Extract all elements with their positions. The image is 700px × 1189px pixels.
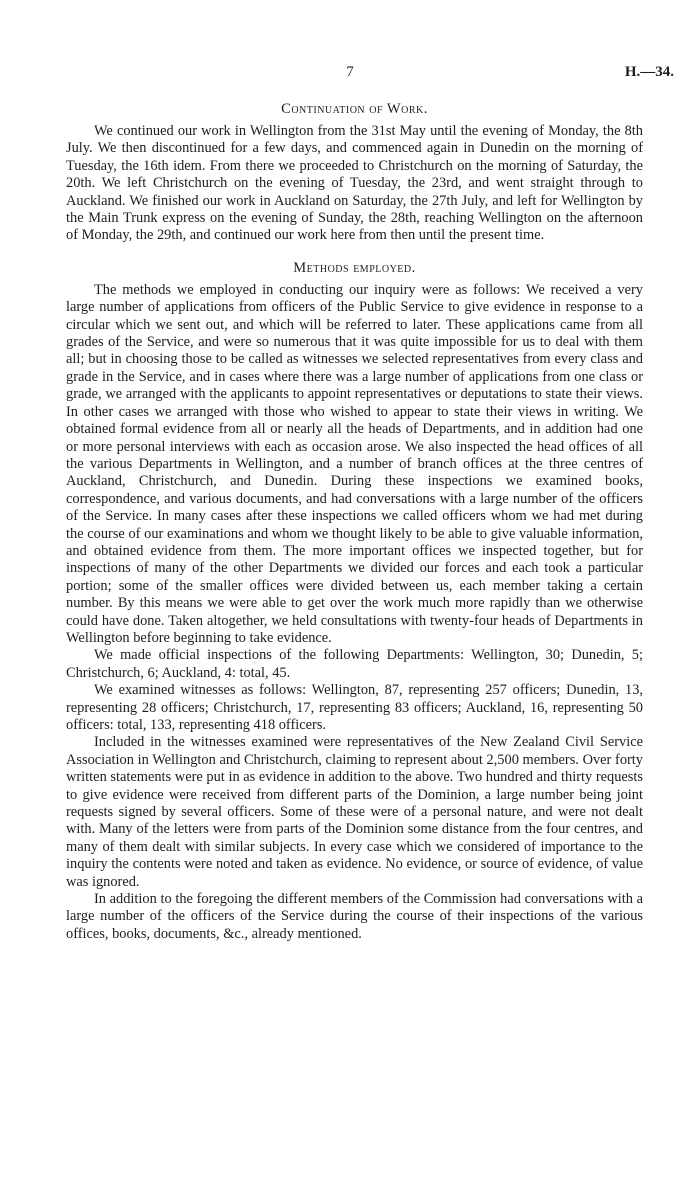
paragraph: We examined witnesses as follows: Wellington, 87, representing 257 officers; Dunedin, 13, representing 28 officers; Christchurch, 17, representing 83 officers; Auckland, 16, representing 50 officers: total, 133, representing 418 officers.: [66, 682, 643, 733]
section-continuation-of-work: [66, 100, 643, 245]
paragraph: The methods we employed in conducting our inquiry were as follows: We received a very large number of applications from officers of the Public Service to give evidence in response to a circular which we sent out, and which will be referred to later. These applications came from all grades of the Service, and were so numerous that it was quite impossible for us to deal with them all; but in choosing those to be called as witnesses we selected representatives from every class and grade in the Service, and in cases where there was a large number of applications from one class or grade, we arranged with the applicants to appoint representatives or deputations to state their views. In other cases we arranged with those who wished to appear to state their views in writing. We obtained formal evidence from all or nearly all the heads of Departments, and in addition had one or more personal interviews with each as occasion arose. We also inspected the head offices of all the various Departments in Wellington, and a number of branch offices at the three centres of Auckland, Christchurch, and Dunedin. During these inspections we examined books, correspondence, and various documents, and had conversations with a large number of the officers of the Service. In many cases after these inspections we called officers whom we had met during the course of our examinations and whom we thought likely to be able to give valuable information, and obtained evidence from them. The more important offices we inspected together, but for inspections of many of the other Departments we divided our forces and each took a particular portion; some of the smaller offices were divided between us, each member taking a certain number. By this means we were able to get over the work much more rapidly than we otherwise could have done. Taken altogether, we held consultations with twenty-four heads of Departments in Wellington before beginning to take evidence.: [66, 281, 643, 646]
page-number: 7: [346, 64, 354, 80]
report-code: H.—34.: [624, 64, 674, 80]
paragraph: We continued our work in Wellington from the 31st May until the evening of Monday, the 8th July. We then discontinued for a few days, and commenced again in Dunedin on the morning of Tuesday, the 16th idem. From there we proceeded to Christchurch on the morning of Saturday, the 20th. We left Christchurch on the evening of Tuesday, the 23rd, and went straight through to Auckland. We finished our work in Auckland on Saturday, the 27th July, and left for Wellington by the Main Trunk express on the evening of Sunday, the 28th, reaching Wellington on the afternoon of Monday, the 29th, and continued our work here from then until the present time.: [66, 123, 643, 244]
section-heading: Continuation of Work.: [281, 101, 428, 117]
paragraph: We made official inspections of the following Departments: Wellington, 30; Dunedin, 5; Christchurch, 6; Auckland, 4: total, 45.: [66, 647, 643, 681]
section-methods-employed: [66, 259, 643, 943]
section-heading: Methods employed.: [293, 259, 416, 276]
paragraph: In addition to the foregoing the different members of the Commission had conversations with a large number of the officers of the Service during the course of their inspections of the various offices, books, documents, &c., already mentioned.: [66, 891, 643, 942]
paragraph: Included in the witnesses examined were representatives of the New Zealand Civil Service Association in Wellington and Christchurch, claiming to represent about 2,500 members. Over forty written statements were put in as evidence in addition to the above. Two hundred and thirty requests to give evidence were received from different parts of the Dominion, a large number being joint requests signed by several officers. Some of these were of a personal nature, and were not dealt with. Many of the letters were from parts of the Dominion some distance from the four centres, and many of them dealt with similar subjects. In every case which we considered of importance to the inquiry the contents were noted and taken as evidence. No evidence, or source of evidence, of value was ignored.: [66, 734, 643, 890]
document-body: [66, 100, 643, 943]
